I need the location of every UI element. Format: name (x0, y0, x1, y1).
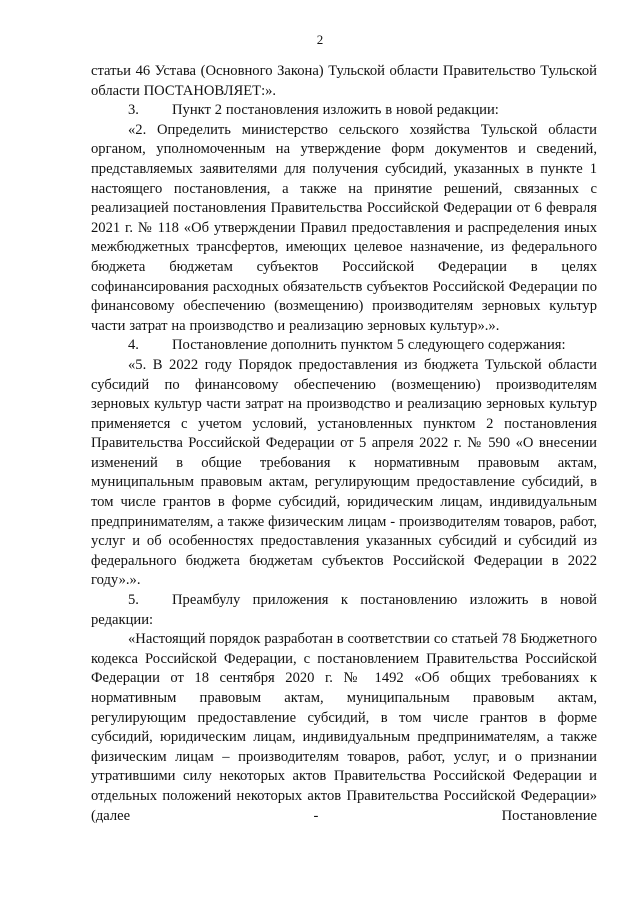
paragraph-quote-point-5: «5. В 2022 году Порядок предоставления из бюджета Тульской области субсидий по финансовому обеспечению (возмещению) производителям зерновых культур части затрат на производство и реализацию зерновых культур применяется с учетом условий, установленных пунктом 2 постановления Правительства Российской Федерации от 5 апреля 2022 г. № 590 «О внесении изменений в общие требования к нормативным правовым актам, муниципальным правовым актам, регулирующим предоставление субсидий, в том числе грантов в форме субсидий, юридическим лицам, индивидуальным предпринимателям, а также физическим лицам - производителям товаров, работ, услуг и об особенностях предоставления указанных субсидий и субсидий из федерального бюджета бюджетам субъектов Российской Федерации в 2022 году».». (91, 356, 597, 589)
page-number: 2 (316, 32, 324, 47)
paragraph-item-3 (91, 101, 597, 121)
item-text: Постановление дополнить пунктом 5 следующего содержания: (172, 337, 566, 354)
paragraph-item-5 (91, 591, 597, 630)
item-number: 3. (128, 102, 139, 119)
paragraph-quote-point-2: «2. Определить министерство сельского хозяйства Тульской области органом, уполномоченным на утверждение форм документов и сведений, представляемых заявителями для получения субсидий, указанных в пункте 1 настоящего постановления, а также на принятие решений, связанных с реализацией постановления Правительства Российской Федерации от 6 февраля 2021 г. № 118 «Об утверждении Правил предоставления и распределения иных межбюджетных трансфертов, имеющих целевое назначение, из федерального бюджета бюджетам субъектов Российской Федерации в целях софинансирования расходных обязательств субъектов Российской Федерации по финансовому обеспечению (возмещению) производителям зерновых культур части затрат на производство и реализацию зерновых культур».». (91, 121, 597, 334)
item-text: Преамбулу приложения к постановлению изложить в новой редакции: (91, 592, 597, 628)
item-text: Пункт 2 постановления изложить в новой редакции: (172, 102, 499, 119)
item-number: 5. (128, 592, 139, 609)
document-body (91, 62, 597, 826)
paragraph-item-4 (91, 336, 597, 356)
paragraph-quote-preamble: «Настоящий порядок разработан в соответствии со статьей 78 Бюджетного кодекса Российской Федерации, с постановлением Правительства Российской Федерации от 18 сентября 2020 г. № 1492 «Об общих требованиях к нормативным правовым актам, муниципальным правовым актам, регулирующим предоставление субсидий, в том числе грантов в форме субсидий, юридическим лицам, индивидуальным предпринимателям, а также физическим лицам – производителям товаров, работ, услуг, и о признании утратившими силу некоторых актов Правительства Российской Федерации и отдельных положений некоторых актов Правительства Российской Федерации» (далее - Постановление (91, 631, 597, 824)
paragraph-continuation: статьи 46 Устава (Основного Закона) Тульской области Правительство Тульской области ПОСТАНОВЛЯЕТ:». (91, 63, 597, 99)
item-number: 4. (128, 337, 139, 354)
